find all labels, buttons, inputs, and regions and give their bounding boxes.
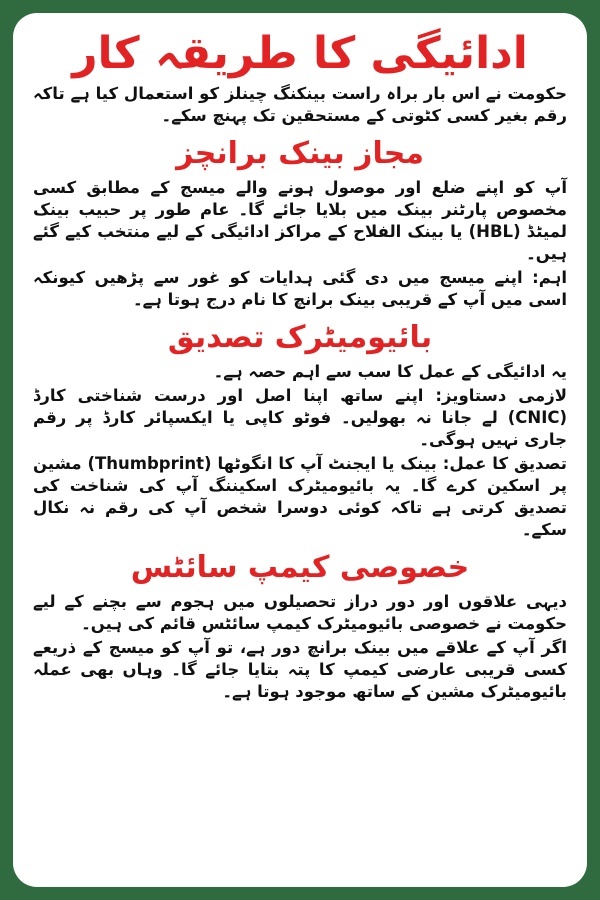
camp-sites-paragraph: دیہی علاقوں اور دور دراز تحصیلوں میں ہجوم سے بچنے کے لیے حکومت نے خصوصی بائیومیٹرک کیمپ سائٹس قائم کی ہیں۔ xyxy=(33,592,567,633)
bank-branches-note: اہم: اپنے میسج میں دی گئی ہدایات کو غور سے پڑھیں کیونکہ اسی میں آپ کے قریبی بینک برانچ کا نام درج ہوتا ہے۔ xyxy=(33,268,567,309)
biometric-process: تصدیق کا عمل: بینک یا ایجنٹ آپ کا انگوٹھا (Thumbprint) مشین پر اسکین کرے گا۔ یہ بائیومیٹرک اسکیننگ آپ کی شناخت کی تصدیق کرتی ہے تاکہ کوئی دوسرا شخص آپ کی رقم نہ نکال سکے۔ xyxy=(33,454,567,539)
camp-sites-note: اگر آپ کے علاقے میں بینک برانچ دور ہے، تو آپ کو میسج کے ذریعے کسی قریبی عارضی کیمپ کا پتہ بتایا جائے گا۔ وہاں بھی عملہ بائیومیٹرک مشین کے ساتھ موجود ہوتا ہے۔ xyxy=(33,638,567,701)
content-card xyxy=(13,13,587,887)
intro-paragraph: حکومت نے اس بار براہ راست بینکنگ چینلز کو استعمال کیا ہے تاکہ رقم بغیر کسی کٹوتی کے مستحقین تک پہنچ سکے۔ xyxy=(33,84,567,125)
section-heading-biometric: بائیومیٹرک تصدیق xyxy=(167,320,433,355)
section-heading-bank-branches: مجاز بینک برانچز xyxy=(176,136,424,171)
bank-branches-paragraph: آپ کو اپنے ضلع اور موصول ہونے والے میسج کے مطابق کسی مخصوص پارٹنر بینک میں بلایا جائے گا۔ عام طور پر حبیب بینک لمیٹڈ (HBL) یا بینک الفلاح کے مراکز ادائیگی کے لیے منتخب کیے گئے ہیں۔ xyxy=(33,178,568,263)
biometric-documents: لازمی دستاویز: اپنے ساتھ اپنا اصل اور درست شناختی کارڈ (CNIC) لے جانا نہ بھولیں۔ فوٹو کاپی یا ایکسپائر کارڈ پر رقم جاری نہیں ہوگی۔ xyxy=(33,386,567,449)
page-title: ادائیگی کا طریقہ کار xyxy=(72,28,528,79)
biometric-intro: یہ ادائیگی کے عمل کا سب سے اہم حصہ ہے۔ xyxy=(213,362,567,381)
section-heading-camp-sites: خصوصی کیمپ سائٹس xyxy=(130,550,470,585)
